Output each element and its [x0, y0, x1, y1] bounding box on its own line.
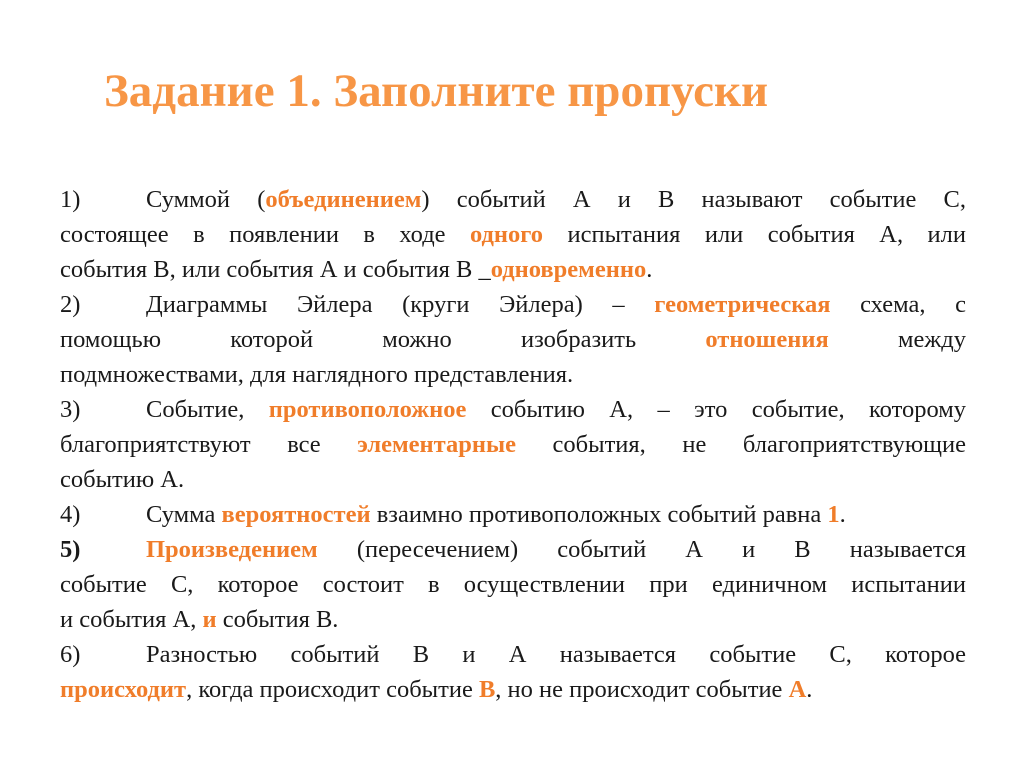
exercise-text	[60, 182, 966, 707]
answer-fill: одновременно	[490, 256, 647, 283]
item-number: 4)	[60, 501, 81, 528]
item-number: 5)	[60, 536, 81, 563]
item-2-line-3: подмножествами, для наглядного представления.	[60, 361, 574, 388]
page-title: Задание 1. Заполните пропуски	[104, 65, 769, 117]
answer-fill: одного	[469, 221, 544, 248]
answer-fill: элементарные	[357, 431, 516, 458]
item-5-line-2: событие С, которое состоит в осуществлении при единичном испытании	[60, 571, 966, 598]
answer-fill: объединением	[265, 186, 422, 213]
item-3-line-2: благоприятствуют все элементарные события, не благоприятствующие	[60, 431, 966, 458]
answer-fill: противоположное	[268, 396, 467, 423]
item-number: 3)	[60, 396, 81, 423]
item-number: 1)	[60, 186, 81, 213]
item-2-line-2: помощью которой можно изобразить отношения между	[60, 326, 966, 353]
item-number: 2)	[60, 291, 81, 318]
item-3-line-3: событию А.	[60, 466, 185, 493]
item-2-line-1: 2) Диаграммы Эйлера (круги Эйлера) – геометрическая схема, с	[60, 287, 966, 322]
item-6-line-1: 6) Разностью событий В и А называется событие С, которое	[60, 637, 966, 672]
answer-fill: 1	[827, 501, 840, 528]
answer-fill: В	[478, 676, 496, 703]
item-5-line-3: и события А, и события В.	[60, 606, 339, 633]
answer-fill: и	[202, 606, 217, 633]
item-6-line-2: происходит, когда происходит событие В, но не происходит событие А.	[60, 676, 813, 703]
item-1-line-3: события В, или события А и события В _одновременно.	[60, 256, 653, 283]
item-4-line-1: 4) Сумма вероятностей взаимно противоположных событий равна 1.	[60, 497, 966, 532]
item-1-line-2: состоящее в появлении в ходе одного испытания или события А, или	[60, 221, 966, 248]
answer-fill: Произведением	[146, 536, 318, 563]
answer-fill: А	[788, 676, 807, 703]
item-5-line-1: 5) Произведением (пересечением) событий А и В называется	[60, 532, 966, 567]
item-1-line-1: 1) Суммой (объединением) событий А и В называют событие С,	[60, 182, 966, 217]
answer-fill: отношения	[705, 326, 829, 353]
answer-fill: геометрическая	[654, 291, 831, 318]
item-number: 6)	[60, 641, 81, 668]
answer-fill: вероятностей	[221, 501, 371, 528]
item-3-line-1: 3) Событие, противоположное событию А, – это событие, которому	[60, 392, 966, 427]
answer-fill: происходит	[60, 676, 187, 703]
